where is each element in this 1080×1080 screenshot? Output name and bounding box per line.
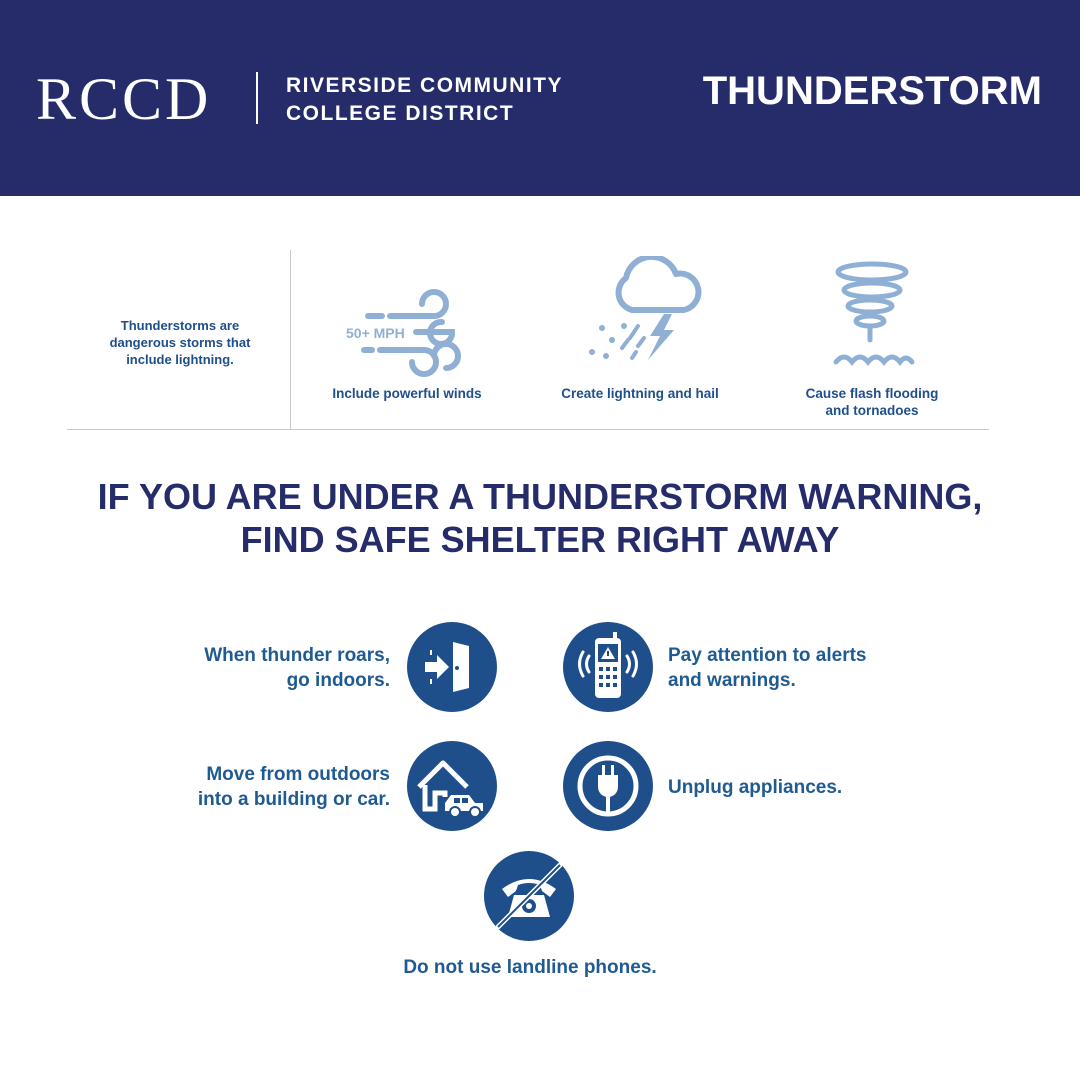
page-title: THUNDERSTORM [702, 69, 1042, 113]
feature-label-tornado-line-1: Cause flash flooding [805, 386, 939, 401]
headline-line-2: FIND SAFE SHELTER RIGHT AWAY [240, 519, 840, 560]
tip-building-car-line-1: Move from outdoors [206, 764, 390, 785]
org-line-2: COLLEGE DISTRICT [286, 102, 515, 125]
logo: RCCD [36, 66, 212, 132]
tip-go-indoors-line-2: go indoors. [286, 670, 390, 691]
wind-speed-text: 50+ MPH [346, 325, 405, 341]
feature-label-lightning: Create lightning and hail [561, 386, 719, 401]
horizontal-divider [67, 429, 989, 430]
intro-line-1: Thunderstorms are [120, 318, 240, 333]
plug-icon [563, 741, 653, 831]
headline-line-1: IF YOU ARE UNDER A THUNDERSTORM WARNING, [97, 476, 983, 517]
wind-icon [334, 282, 474, 382]
feature-label-winds: Include powerful winds [332, 386, 482, 401]
org-line-1: RIVERSIDE COMMUNITY [286, 74, 564, 97]
tornado-icon [826, 258, 918, 374]
feature-label-tornado [772, 385, 972, 419]
tip-alerts-line-1: Pay attention to alerts [668, 645, 867, 666]
logo-divider [256, 72, 258, 124]
headline [40, 475, 1040, 561]
tip-alerts-line-2: and warnings. [668, 670, 796, 691]
tip-unplug: Unplug appliances. [668, 777, 843, 798]
tip-building-car-line-2: into a building or car. [197, 789, 390, 810]
vertical-divider [290, 250, 291, 430]
no-landline-phone-icon [484, 851, 574, 941]
intro-text [90, 317, 270, 368]
door-enter-icon [407, 622, 497, 712]
tip-go-indoors [150, 643, 390, 693]
header-banner [0, 0, 1080, 196]
organization-name [286, 72, 563, 128]
tip-no-landline: Do not use landline phones. [403, 957, 657, 978]
intro-line-3: include lightning. [126, 352, 234, 367]
house-car-icon [407, 741, 497, 831]
intro-line-2: dangerous storms that [109, 335, 251, 350]
tip-building-car [140, 762, 390, 812]
feature-label-tornado-line-2: and tornadoes [825, 403, 919, 418]
tip-go-indoors-line-1: When thunder roars, [204, 645, 390, 666]
phone-alert-icon [563, 622, 653, 712]
lightning-cloud-icon [580, 256, 710, 366]
tip-alerts [668, 643, 928, 693]
